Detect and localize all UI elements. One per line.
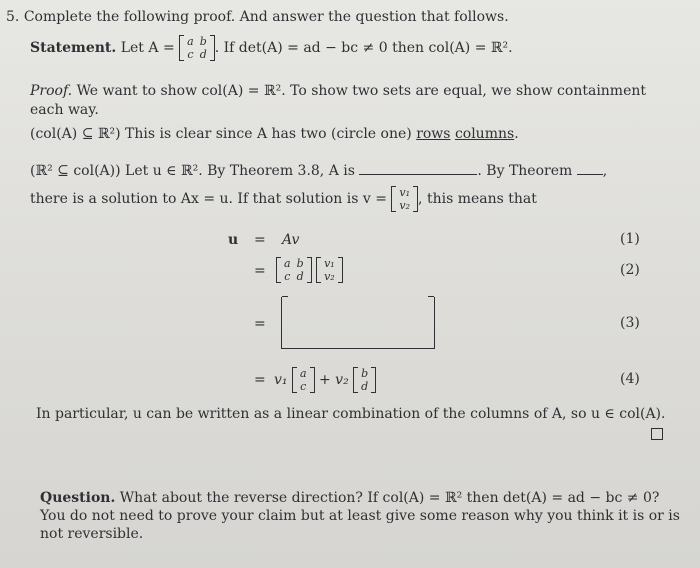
proof-line-1: [30, 82, 646, 100]
equation-number-2: (2): [620, 262, 640, 278]
eq-sign: =: [254, 316, 266, 332]
matrix-a-statement: [179, 35, 215, 61]
proof-part1: [30, 125, 519, 143]
eq-matrix-product: [276, 252, 343, 288]
coef-v1: v₁: [274, 372, 288, 388]
proof-text-1: We want to show col(A) = ℝ². To show two sets are equal, we show containment: [76, 83, 647, 99]
matrix-entry: c: [300, 380, 307, 393]
eq-sign: =: [254, 372, 266, 388]
qed-box-icon: [651, 428, 663, 440]
equation-number-4: (4): [620, 371, 640, 387]
matrix-entry: d: [361, 380, 369, 393]
matrix-entry: a: [187, 35, 194, 48]
problem-intro: Complete the following proof. And answer the question that follows.: [23, 9, 509, 25]
matrix-entry: a: [284, 257, 291, 270]
eq-sign: =: [254, 232, 266, 248]
matrix-entry: d: [296, 270, 304, 283]
answer-blank-1[interactable]: [359, 174, 477, 175]
matrix-entry: v₁: [399, 186, 411, 199]
solution-text-end: , this means that: [418, 191, 537, 207]
eq-lhs-u: u: [228, 232, 239, 248]
matrix-entry: c: [284, 270, 291, 283]
matrix-entry: v₂: [399, 199, 411, 212]
proof-label: Proof.: [30, 83, 73, 99]
part2-theorem: . By Theorem: [477, 163, 573, 179]
option-rows[interactable]: rows: [416, 126, 451, 142]
equation-number-3: (3): [620, 315, 640, 331]
conclusion-text: In particular, u can be written as a linear combination of the columns of A, so u ∈ col(A).: [36, 406, 666, 422]
equation-number-1: (1): [620, 231, 640, 247]
matrix-entry: a: [299, 367, 307, 380]
statement-label: Statement.: [30, 40, 117, 56]
part1-end: .: [514, 126, 519, 142]
matrix-a-equation: [276, 257, 312, 283]
matrix-entry: b: [361, 367, 369, 380]
matrix-entry: b: [199, 35, 207, 48]
statement-condition: . If det(A) = ad − bc ≠ 0 then col(A) = ℝ².: [214, 40, 513, 56]
matrix-v-inline: [391, 186, 418, 212]
part2-text: (ℝ² ⊆ col(A)) Let u ∈ ℝ². By Theorem 3.8, A is: [30, 163, 355, 179]
eq-sign: =: [254, 263, 266, 279]
proof-solution-line: [30, 184, 537, 214]
question-label: Question.: [40, 490, 116, 506]
question-text-1: What about the reverse direction? If col(A) = ℝ² then det(A) = ad − bc ≠ 0?: [119, 490, 660, 506]
answer-blank-2[interactable]: [577, 174, 603, 175]
proof-part2: [30, 162, 607, 180]
solution-text: there is a solution to Ax = u. If that solution is v =: [30, 191, 387, 207]
problem-number: 5.: [6, 9, 20, 25]
matrix-entry: b: [296, 257, 304, 270]
statement-line: [30, 35, 513, 61]
matrix-entry: c: [187, 48, 194, 61]
question-line-3: not reversible.: [40, 526, 144, 542]
question-line-2: You do not need to prove your claim but at least give some reason why you think it is or is: [40, 508, 680, 524]
option-columns[interactable]: columns: [454, 126, 515, 142]
matrix-entry: d: [199, 48, 207, 61]
matrix-entry: v₁: [324, 257, 335, 270]
matrix-v-equation: [316, 257, 343, 283]
blank-matrix-answer[interactable]: [281, 297, 435, 349]
part2-comma: ,: [602, 163, 608, 179]
problem-header: [6, 8, 509, 26]
eq-av: Av: [282, 232, 300, 248]
column-1-vector: [292, 367, 315, 393]
proof-line-2: each way.: [30, 102, 99, 118]
question-line-1: [40, 489, 659, 507]
plus-v2: + v₂: [319, 372, 349, 388]
column-2-vector: [353, 367, 376, 393]
eq-linear-combination: [274, 358, 376, 402]
matrix-entry: v₂: [324, 270, 335, 283]
part1-text: (col(A) ⊆ ℝ²) This is clear since A has two (circle one): [30, 126, 412, 142]
statement-let: Let A =: [120, 40, 175, 56]
